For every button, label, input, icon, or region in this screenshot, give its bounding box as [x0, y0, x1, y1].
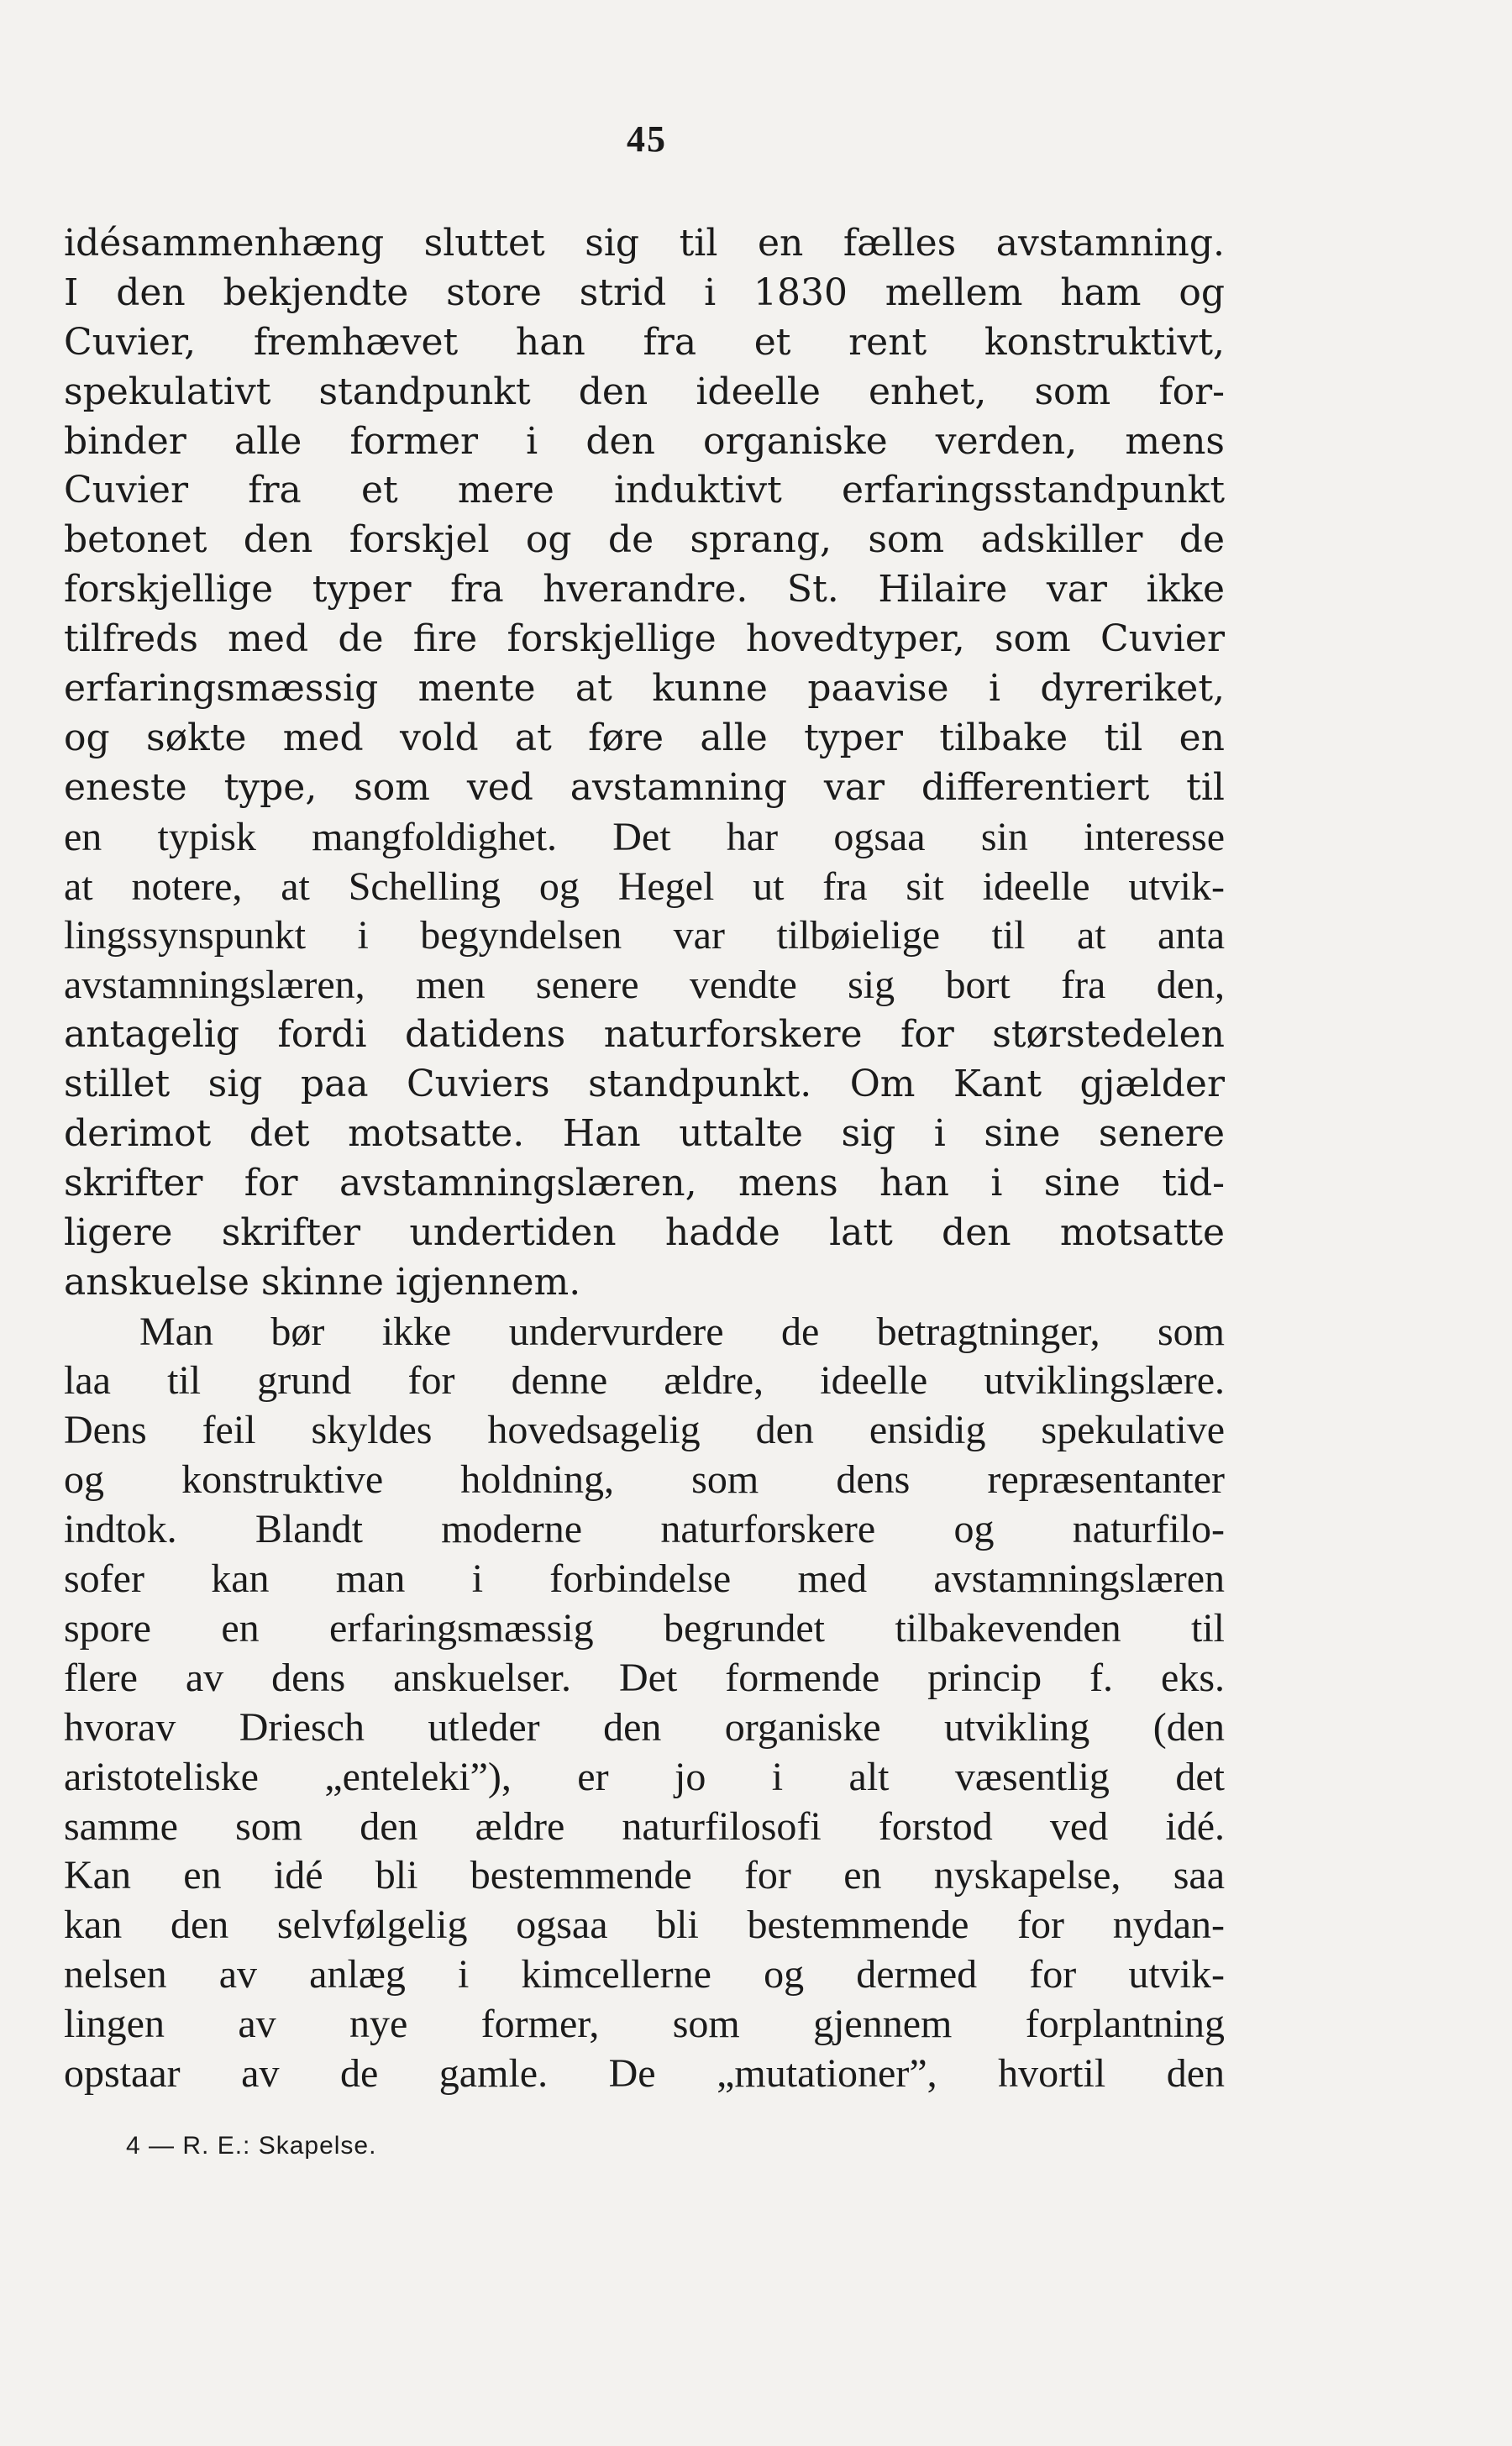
text-line: avstamningslæren, men senere vendte sig bort fra den,: [64, 963, 1225, 1008]
text-line: idésammenhæng sluttet sig til en fælles avstamning.: [64, 222, 1225, 265]
text-line: betonet den forskjel og de sprang, som adskiller de: [64, 518, 1225, 562]
text-line: nelsen av anlæg i kimcellerne og dermed for utvik-: [64, 1952, 1225, 1997]
text-line: aristoteliske „enteleki”), er jo i alt væsentlig det: [64, 1754, 1225, 1799]
text-line: spore en erfaringsmæssig begrundet tilbakevenden til: [64, 1605, 1225, 1651]
text-line: en typisk mangfoldighet. Det har ogsaa sin interesse: [64, 814, 1225, 859]
text-line: flere av dens anskuelser. Det formende princip f. eks.: [64, 1655, 1225, 1700]
page-number: 45: [627, 118, 667, 160]
text-line: Cuvier fra et mere induktivt erfaringsstandpunkt: [64, 469, 1225, 512]
text-line: antagelig fordi datidens naturforskere for størstedelen: [64, 1013, 1225, 1057]
text-line: anskuelse skinne igjennem.: [64, 1260, 581, 1304]
text-line: Man bør ikke undervurdere de betragtninger, som: [139, 1309, 1225, 1354]
text-line: forskjellige typer fra hverandre. St. Hilaire var ikke: [64, 568, 1225, 612]
text-line: Dens feil skyldes hovedsagelig den ensidig spekulative: [64, 1408, 1225, 1453]
text-line: opstaar av de gamle. De „mutationer”, hvortil den: [64, 2050, 1225, 2096]
body-text: [64, 219, 1225, 2099]
text-line: stillet sig paa Cuviers standpunkt. Om Kant gjælder: [64, 1063, 1225, 1106]
text-line: og søkte med vold at føre alle typer tilbake til en: [64, 716, 1225, 759]
text-line: derimot det motsatte. Han uttalte sig i sine senere: [64, 1112, 1225, 1156]
text-line: Kan en idé bli bestemmende for en nyskapelse, saa: [64, 1853, 1225, 1898]
text-line: I den bekjendte store strid i 1830 mellem ham og: [64, 270, 1225, 314]
text-line: laa til grund for denne ældre, ideelle utviklingslære.: [64, 1358, 1225, 1404]
text-line: samme som den ældre naturfilosofi forstod ved idé.: [64, 1803, 1225, 1849]
text-line: hvorav Driesch utleder den organiske utvikling (den: [64, 1704, 1225, 1750]
text-line: lingssynspunkt i begyndelsen var tilbøielige til at anta: [64, 913, 1225, 958]
text-line: sofer kan man i forbindelse med avstamningslæren: [64, 1556, 1225, 1602]
text-line: binder alle former i den organiske verden, mens: [64, 419, 1225, 463]
text-line: spekulativt standpunkt den ideelle enhet, som for-: [64, 370, 1225, 413]
text-line: erfaringsmæssig mente at kunne paavise i dyreriket,: [64, 667, 1225, 711]
text-line: og konstruktive holdning, som dens repræsentanter: [64, 1457, 1225, 1503]
text-line: skrifter for avstamningslæren, mens han i sine tid-: [64, 1161, 1225, 1205]
text-line: eneste type, som ved avstamning var differentiert til: [64, 765, 1225, 809]
text-line: at notere, at Schelling og Hegel ut fra sit ideelle utvik-: [64, 863, 1225, 909]
text-line: ligere skrifter undertiden hadde latt den motsatte: [64, 1210, 1225, 1254]
text-line: indtok. Blandt moderne naturforskere og naturfilo-: [64, 1507, 1225, 1552]
footer-signature: 4 — R. E.: Skapelse.: [126, 2132, 377, 2160]
text-line: Cuvier, fremhævet han fra et rent konstruktivt,: [64, 320, 1225, 364]
text-line: tilfreds med de fire forskjellige hovedtyper, som Cuvier: [64, 617, 1225, 661]
text-line: kan den selvfølgelig ogsaa bli bestemmende for nydan-: [64, 1903, 1225, 1948]
text-line: lingen av nye former, som gjennem forplantning: [64, 2002, 1225, 2047]
